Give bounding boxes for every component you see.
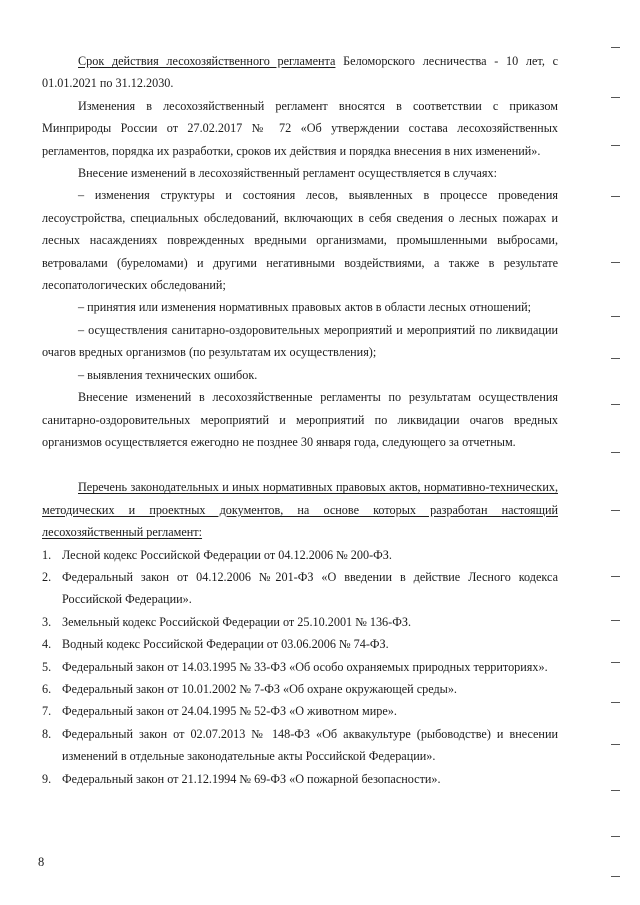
law-item	[42, 723, 558, 768]
margin-tick-mark	[611, 836, 620, 837]
law-text: Федеральный закон от 24.04.1995 № 52-ФЗ «О животном мире».	[62, 704, 397, 719]
law-number: 5.	[42, 659, 52, 674]
margin-tick-mark	[611, 876, 620, 877]
validity-paragraph	[42, 50, 558, 95]
law-text: Федеральный закон от 14.03.1995 № 33-ФЗ «Об особо охраняемых природных территориях».	[62, 659, 548, 674]
law-text: Федеральный закон от 21.12.1994 № 69-ФЗ «О пожарной безопасности».	[62, 771, 441, 786]
margin-tick-mark	[611, 702, 620, 703]
margin-tick-mark	[611, 316, 620, 317]
section-spacer	[42, 453, 558, 476]
case-item: – выявления технических ошибок.	[78, 367, 258, 382]
validity-term-text: Беломорского лесничества - 10 лет, с 01.01.2021 по 31.12.2030.	[42, 54, 559, 91]
list-heading	[42, 476, 558, 543]
margin-tick-mark	[611, 576, 620, 577]
law-text: Лесной кодекс Российской Федерации от 04.12.2006 № 200-ФЗ.	[62, 547, 392, 562]
case-item: – осуществления санитарно-оздоровительных мероприятий и мероприятий по ликвидации очагов вредных организмов (по результатам их осуществления);	[42, 322, 558, 360]
law-text: Федеральный закон от 04.12.2006 №201-ФЗ «О введении в действие Лесного кодекса Российской Федерации».	[62, 569, 558, 607]
page-content	[42, 50, 558, 790]
law-item	[42, 611, 558, 633]
law-number: 2.	[42, 569, 52, 584]
law-item	[42, 768, 558, 790]
law-number: 3.	[42, 614, 52, 629]
law-item	[42, 700, 558, 722]
changes-order-paragraph: Изменения в лесохозяйственный регламент вносятся в соответствии с приказом Минприроды России от 27.02.2017 № 72 «Об утверждении состава лесохозяйственных регламентов, порядка их разработки, сроков их действия и порядка внесения в них изменений».	[42, 98, 558, 158]
law-item	[42, 656, 558, 678]
margin-tick-mark	[611, 790, 620, 791]
margin-tick-mark	[611, 744, 620, 745]
list-heading-text: Перечень законодательных и иных нормативных правовых актов, нормативно-технических, методических и проектных документов, на основе которых разработан настоящий лесохозяйственный регламент:	[42, 480, 558, 540]
law-number: 7.	[42, 704, 52, 719]
margin-tick-mark	[611, 196, 620, 197]
margin-tick-mark	[611, 47, 620, 48]
margin-tick-mark	[611, 452, 620, 453]
page-number: 8	[38, 855, 45, 869]
law-number: 1.	[42, 547, 52, 562]
law-number: 4.	[42, 637, 52, 652]
law-text: Федеральный закон от 02.07.2013 № 148-ФЗ «Об аквакультуре (рыбоводстве) и внесении изменений в отдельные законодательные акты Российской Федерации».	[62, 726, 558, 764]
law-number: 6.	[42, 681, 52, 696]
margin-tick-mark	[611, 404, 620, 405]
law-text: Земельный кодекс Российской Федерации от 25.10.2001 № 136-ФЗ.	[62, 614, 411, 629]
margin-tick-mark	[611, 262, 620, 263]
margin-tick-mark	[611, 510, 620, 511]
margin-tick-mark	[611, 97, 620, 98]
laws-list	[42, 544, 558, 790]
annual-changes-paragraph: Внесение изменений в лесохозяйственные регламенты по результатам осуществления санитарно-оздоровительных мероприятий и мероприятий по ликвидации очагов вредных организмов осуществляется ежегодно не позднее 30 января года, следующего за отчетным.	[42, 390, 558, 449]
law-item	[42, 633, 558, 655]
case-item: – изменения структуры и состояния лесов, выявленных в процессе проведения лесоустройства, специальных обследований, включающих в себя сведения о лесных пожарах и лесных насаждениях поврежденных вредными организмами, промышленными выбросами, ветровалами (буреломами) и другими негативными воздействиями, а также в результате лесопатологических обследований;	[42, 188, 558, 293]
margin-tick-mark	[611, 358, 620, 359]
margin-tick-mark	[611, 662, 620, 663]
case-item: – принятия или изменения нормативных правовых актов в области лесных отношений;	[78, 300, 532, 315]
law-text: Водный кодекс Российской Федерации от 03.06.2006 № 74-ФЗ.	[62, 637, 389, 652]
law-item	[42, 566, 558, 611]
law-number: 8.	[42, 726, 52, 741]
validity-term-label: Срок действия лесохозяйственного регламента	[78, 54, 336, 68]
changes-cases-intro: Внесение изменений в лесохозяйственный регламент осуществляется в случаях:	[78, 166, 497, 181]
law-number: 9.	[42, 771, 52, 786]
law-item	[42, 544, 558, 566]
margin-tick-mark	[611, 620, 620, 621]
margin-tick-mark	[611, 145, 620, 146]
law-text: Федеральный закон от 10.01.2002 № 7-ФЗ «Об охране окружающей среды».	[62, 681, 457, 696]
law-item	[42, 678, 558, 700]
